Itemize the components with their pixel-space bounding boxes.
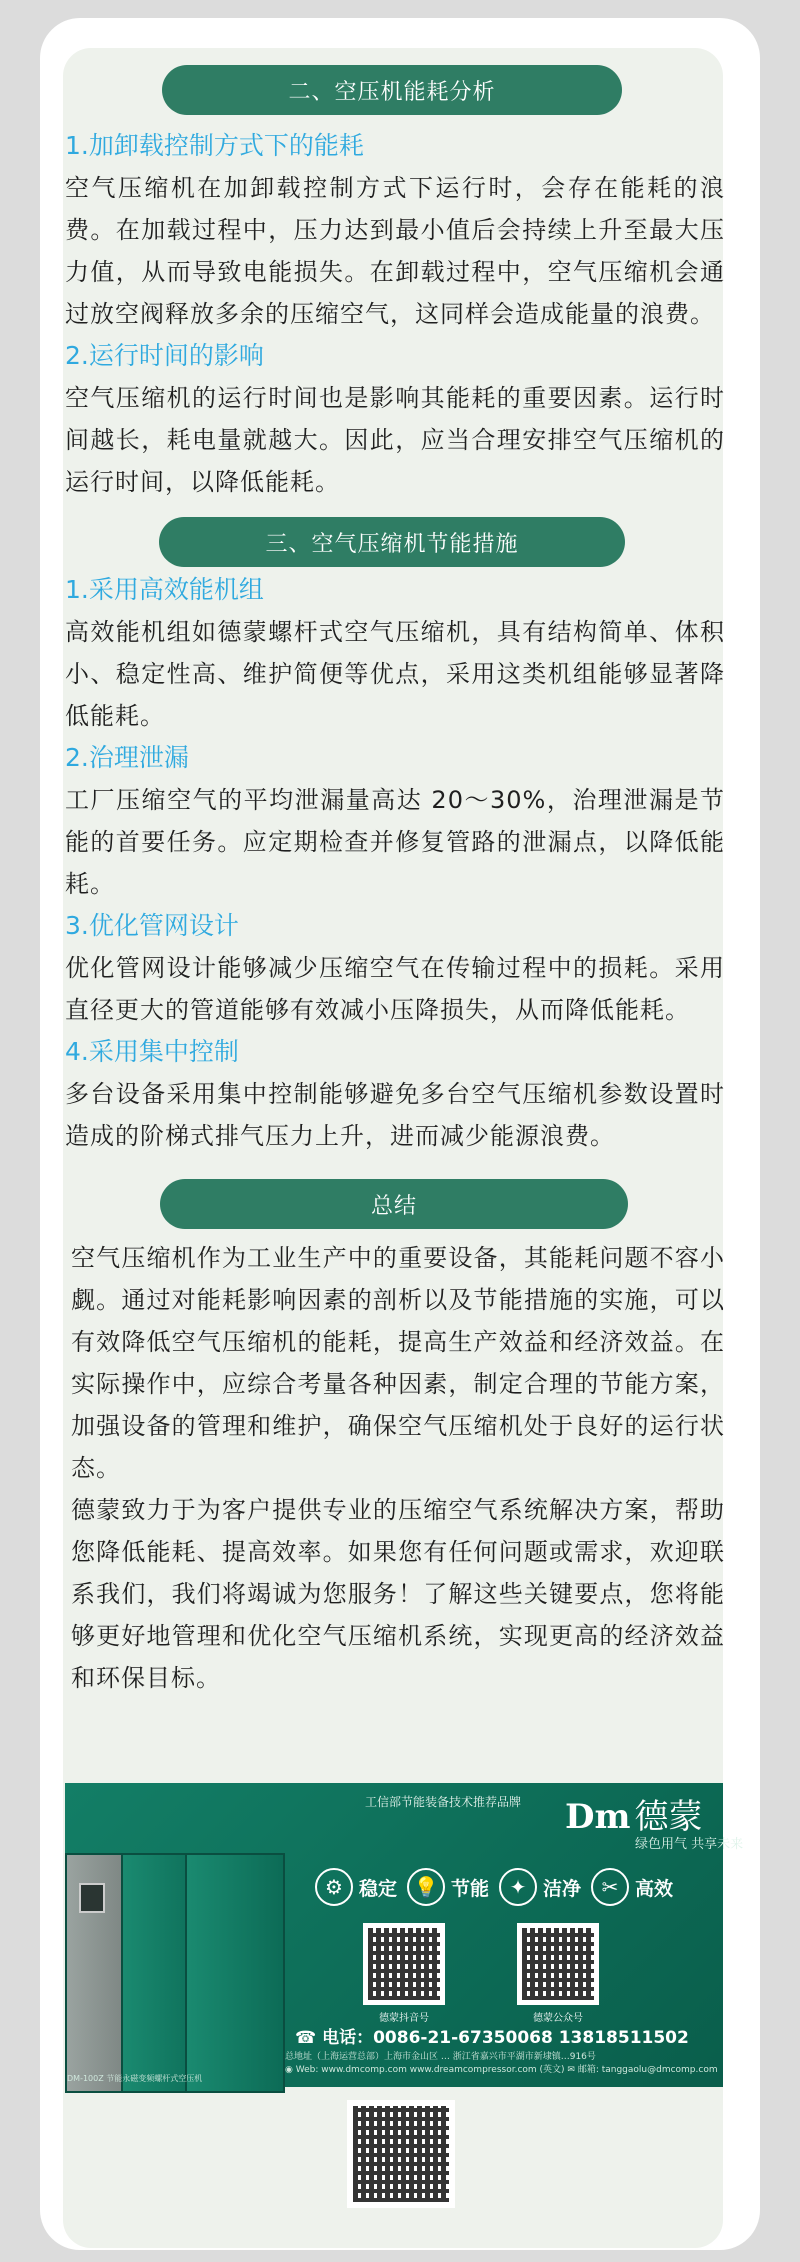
compressor-image: [65, 1823, 285, 2073]
gear-icon: ⚙: [315, 1868, 353, 1906]
feature-label: 稳定: [359, 1877, 398, 1900]
feature-item: [407, 1868, 489, 1906]
logo-name: 德蒙: [634, 1797, 703, 1837]
feature-label: 节能: [451, 1877, 490, 1900]
feature-list: [315, 1868, 673, 1906]
feature-item: [315, 1868, 397, 1906]
subheading: 2.治理泄漏: [65, 743, 189, 772]
paragraph: 工厂压缩空气的平均泄漏量高达 20～30%，治理泄漏是节能的首要任务。应定期检查并修复管路的泄漏点，以降低能耗。: [65, 786, 725, 898]
product-caption: DM-100Z 节能永磁变频螺杆式空压机: [67, 2074, 203, 2083]
tools-icon: ✂: [591, 1868, 629, 1906]
brand-slogan: 绿色用气 共享未来: [635, 1837, 744, 1852]
bulb-icon: 💡: [407, 1868, 445, 1906]
feature-label: 洁净: [543, 1877, 582, 1900]
paragraph: 空气压缩机作为工业生产中的重要设备，其能耗问题不容小觑。通过对能耗影响因素的剖析以及节能措施的实施，可以有效降低空气压缩机的能耗，提高生产效益和经济效益。在实际操作中，应综合考量各种因素，制定合理的节能方案，加强设备的管理和维护，确保空气压缩机处于良好的运行状态。: [71, 1244, 725, 1482]
paragraph: 空气压缩机的运行时间也是影响其能耗的重要因素。运行时间越长，耗电量就越大。因此，应当合理安排空气压缩机的运行时间，以降低能耗。: [65, 384, 725, 496]
paragraph: 多台设备采用集中控制能够避免多台空气压缩机参数设置时造成的阶梯式排气压力上升，进而减少能源浪费。: [65, 1080, 725, 1150]
brand-logo: [565, 1789, 744, 1852]
paragraph: 高效能机组如德蒙螺杆式空气压缩机，具有结构简单、体积小、稳定性高、维护简便等优点，采用这类机组能够显著降低能耗。: [65, 618, 725, 730]
address-line: 总地址（上海运营总部）上海市金山区 … 浙江省嘉兴市平湖市新埭镇…916号: [285, 2052, 596, 2062]
section-title-analysis: 二、空压机能耗分析: [162, 65, 622, 115]
subheading: 1.采用高效能机组: [65, 575, 264, 604]
subheading: 4.采用集中控制: [65, 1037, 239, 1066]
phone-number: ☎ 电话：0086-21-67350068 13818511502: [295, 2028, 689, 2048]
advert-tagline: 工信部节能装备技术推荐品牌: [365, 1795, 522, 1809]
company-advert: [65, 1783, 744, 2087]
wechat-qr-code: [517, 1923, 599, 2005]
company-address: [285, 2051, 718, 2077]
paragraph: 德蒙致力于为客户提供专业的压缩空气系统解决方案，帮助您降低能耗、提高效率。如果您有任何问题或需求，欢迎联系我们，我们将竭诚为您服务！了解这些关键要点，您将能够更好地管理和优化空气压缩机系统，实现更高的经济效益和环保目标。: [71, 1496, 725, 1692]
section-title-measures: 三、空气压缩机节能措施: [159, 517, 625, 567]
qr-label: 德蒙公众号: [533, 2013, 583, 2024]
paragraph: 优化管网设计能够减少压缩空气在传输过程中的损耗。采用直径更大的管道能够有效减小压降损失，从而降低能耗。: [65, 954, 725, 1024]
feature-item: [591, 1868, 673, 1906]
section-title-summary: 总结: [160, 1179, 628, 1229]
web-line: ◉ Web: www.dmcomp.com www.dreamcompressor.com (英文) ✉ 邮箱: tanggaolu@dmcomp.com: [285, 2065, 718, 2075]
subheading: 2.运行时间的影响: [65, 341, 264, 370]
feature-label: 高效: [635, 1877, 674, 1900]
subheading: 1.加卸载控制方式下的能耗: [65, 131, 364, 160]
qr-label: 德蒙抖音号: [379, 2013, 429, 2024]
feature-item: [499, 1868, 581, 1906]
bottom-qr-code: [347, 2100, 455, 2208]
logo-mark: Dm: [565, 1797, 631, 1837]
subheading: 3.优化管网设计: [65, 911, 239, 940]
paragraph: 空气压缩机在加卸载控制方式下运行时，会存在能耗的浪费。在加载过程中，压力达到最小值后会持续上升至最大压力值，从而导致电能损失。在卸载过程中，空气压缩机会通过放空阀释放多余的压缩空气，这同样会造成能量的浪费。: [65, 174, 725, 328]
sparkle-icon: ✦: [499, 1868, 537, 1906]
douyin-qr-code: [363, 1923, 445, 2005]
article-content: [65, 65, 725, 1699]
